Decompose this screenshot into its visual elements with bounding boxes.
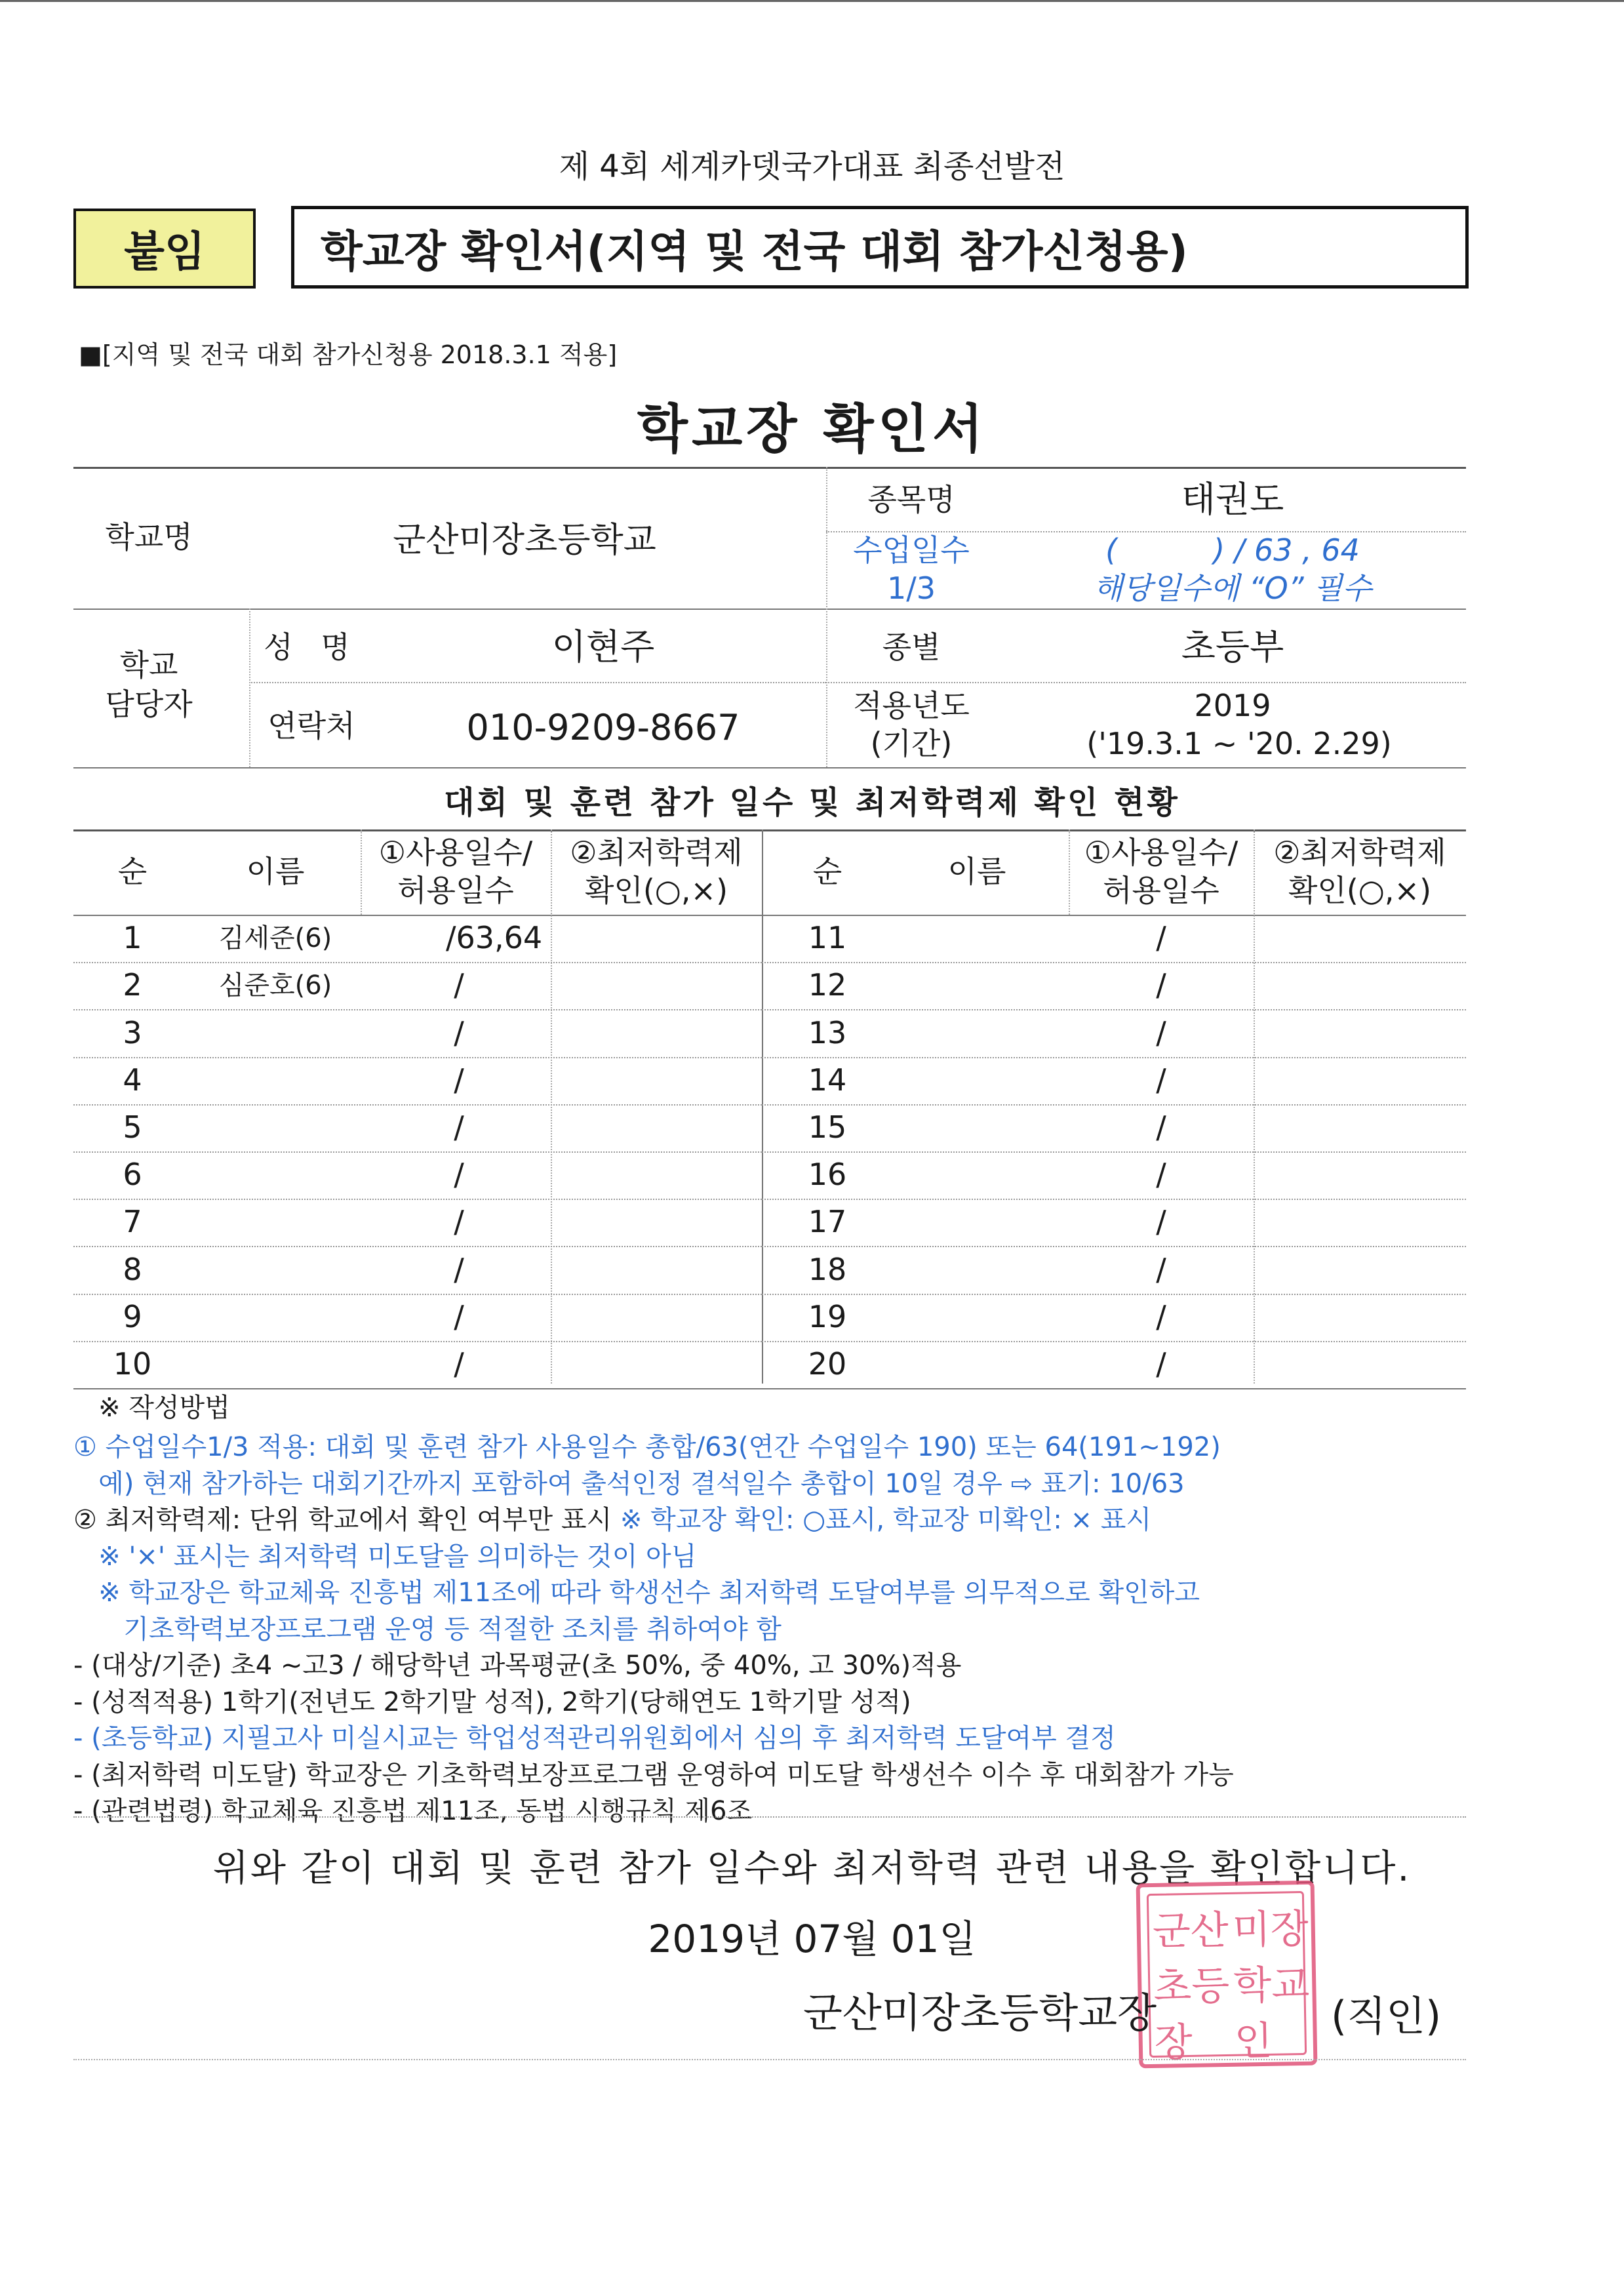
header-name-right: 이름 xyxy=(947,854,1006,890)
row-days: / xyxy=(454,1251,464,1287)
row-no: 12 xyxy=(808,967,847,1003)
row-name xyxy=(898,916,1056,961)
row-no: 10 xyxy=(113,1346,152,1382)
row-days: / xyxy=(454,967,464,1003)
row-name xyxy=(197,1106,354,1150)
division-label: 종별 xyxy=(882,629,941,665)
row-check xyxy=(1254,1295,1466,1340)
row-days: / xyxy=(454,1346,464,1382)
row-separator xyxy=(762,1388,1466,1389)
sport-value: 태권도 xyxy=(1181,479,1284,521)
event-title: 제 4회 세계카뎃국가대표 최종선발전 xyxy=(559,148,1065,185)
row-check xyxy=(557,1200,754,1245)
row-name xyxy=(898,1247,1056,1292)
row-no: 8 xyxy=(123,1251,142,1287)
row-check xyxy=(557,1247,754,1292)
row-check xyxy=(557,1058,754,1103)
method-line xyxy=(73,1645,961,1682)
method-line xyxy=(73,1499,1151,1536)
row-name: 심준호(6) xyxy=(218,970,332,1001)
class-days-label: 수업일수 xyxy=(853,532,970,569)
method-line-text: - (최저학력 미도달) 학교장은 기초학력보장프로그램 운영하여 미도달 학생선수 이수 후 대회참가 가능 xyxy=(73,1759,1234,1790)
header-academic-2-right: 확인(○,×) xyxy=(1288,873,1432,909)
row-name xyxy=(197,1295,354,1340)
contact-value: 010-9209-8667 xyxy=(466,706,740,748)
method-line-text: ※ 학교장은 학교체육 진흥법 제11조에 따라 학생선수 최저학력 도달여부를 의무적으로 확인하고 xyxy=(73,1578,1200,1608)
date: 2019년 07월 01일 xyxy=(648,1917,976,1961)
method-end-line xyxy=(73,1816,1466,1818)
period-label: (기간) xyxy=(870,726,953,762)
row-check xyxy=(1254,1342,1466,1387)
row-days: / xyxy=(1156,1109,1166,1145)
row-check xyxy=(557,1153,754,1197)
staff-name-label: 성 명 xyxy=(264,629,359,665)
row-days: / xyxy=(454,1014,464,1050)
row-days: / xyxy=(1156,1014,1166,1050)
method-line-text: - (관련법령) 학교체육 진흥법 제11조, 동법 시행규칙 제6조 xyxy=(73,1796,753,1826)
top-border xyxy=(0,0,1624,9)
class-days-value: ( ) / 63 , 64 xyxy=(1105,532,1360,569)
header-days-2: 허용일수 xyxy=(397,873,514,909)
row-no: 13 xyxy=(808,1014,847,1050)
year-value: 2019 xyxy=(1194,688,1271,724)
staff-label-2: 담당자 xyxy=(105,687,193,723)
method-line xyxy=(73,1536,696,1573)
principal-name: 군산미장초등학교장 xyxy=(803,1989,1157,2037)
table-top-line xyxy=(73,829,1466,831)
header-name: 이름 xyxy=(246,854,305,890)
row-days: / xyxy=(1156,1157,1166,1193)
method-line-text: - (성적적용) 1학기(전년도 2학기말 성적), 2학기(당해연도 1학기말 성적) xyxy=(73,1686,911,1717)
row-days: / xyxy=(1156,1298,1166,1334)
method-line-suffix: ※ 학교장 확인: ○표시, 학교장 미확인: × 표시 xyxy=(612,1505,1152,1535)
row-check xyxy=(557,1342,754,1387)
row-name xyxy=(898,1010,1056,1055)
method-line-text: 기초학력보장프로그램 운영 등 적절한 조치를 취하여야 함 xyxy=(73,1614,782,1645)
school-name-label: 학교명 xyxy=(105,519,193,555)
row-days: / xyxy=(454,1062,464,1098)
row-days: / xyxy=(1156,1346,1166,1382)
division-value: 초등부 xyxy=(1181,626,1284,668)
year-label: 적용년도 xyxy=(853,688,970,724)
row-check xyxy=(557,963,754,1008)
row-no: 1 xyxy=(123,920,142,956)
school-seal: 군산 미장 초등 학교 장 인 xyxy=(1136,1881,1318,2069)
header-academic-2: 확인(○,×) xyxy=(584,873,728,909)
header-no-right: 순 xyxy=(812,854,842,890)
class-days-note: 해당일수에 “O” 필수 xyxy=(1093,570,1372,607)
method-line xyxy=(73,1572,1200,1609)
row-days: / xyxy=(1156,1251,1166,1287)
method-line xyxy=(73,1463,1185,1500)
form-note: ■[지역 및 전국 대회 참가신청용 2018.3.1 적용] xyxy=(79,340,618,369)
method-line xyxy=(73,1426,1221,1464)
header-days-1-right: ①사용일수/ xyxy=(1084,835,1238,871)
row-days: / xyxy=(454,1109,464,1145)
row-no: 6 xyxy=(123,1157,142,1193)
method-title: ※ 작성방법 xyxy=(98,1393,230,1423)
row-name xyxy=(898,1295,1056,1340)
main-heading: 학교장 확인서 xyxy=(637,399,987,460)
row-no: 5 xyxy=(123,1109,142,1145)
row-days: / xyxy=(454,1204,464,1240)
row-name xyxy=(197,1010,354,1055)
row-name xyxy=(898,1106,1056,1150)
header-days-2-right: 허용일수 xyxy=(1103,873,1219,909)
row-days: / xyxy=(454,1157,464,1193)
info-line xyxy=(826,682,1466,683)
contact-label: 연락처 xyxy=(267,708,355,744)
staff-name-value: 이현주 xyxy=(551,626,655,668)
method-line-text: ② 최저학력제: 단위 학교에서 확인 여부만 표시 xyxy=(73,1505,612,1535)
attachment-badge: 붙임 xyxy=(73,209,256,289)
row-days: /63,64 xyxy=(446,920,543,956)
row-days: / xyxy=(1156,967,1166,1003)
header-days-1: ①사용일수/ xyxy=(378,835,533,871)
row-check xyxy=(1254,916,1466,961)
row-name xyxy=(197,1153,354,1197)
row-days: / xyxy=(454,1298,464,1334)
row-no: 7 xyxy=(123,1204,142,1240)
row-name xyxy=(898,1153,1056,1197)
method-line-text: - (초등학교) 지필고사 미실시교는 학업성적관리위원회에서 심의 후 최저학력 도달여부 결정 xyxy=(73,1723,1116,1753)
row-no: 19 xyxy=(808,1298,847,1334)
method-line-text: ※ '×' 표시는 최저학력 미도달을 의미하는 것이 아님 xyxy=(73,1541,697,1572)
row-name xyxy=(197,1247,354,1292)
sport-label: 종목명 xyxy=(867,481,955,517)
header-academic-1: ②최저학력제 xyxy=(570,835,743,871)
row-days: / xyxy=(1156,920,1166,956)
row-no: 16 xyxy=(808,1157,847,1193)
method-line xyxy=(73,1754,1234,1791)
method-line xyxy=(73,1608,782,1646)
staff-label-1: 학교 xyxy=(119,647,178,683)
info-line xyxy=(73,609,1466,610)
row-no: 3 xyxy=(123,1014,142,1050)
row-no: 18 xyxy=(808,1251,847,1287)
row-no: 11 xyxy=(808,920,847,956)
row-no: 15 xyxy=(808,1109,847,1145)
row-check xyxy=(1254,1106,1466,1150)
row-check xyxy=(1254,1010,1466,1055)
method-line xyxy=(73,1790,752,1827)
method-line-text: - (대상/기준) 초4 ~고3 / 해당학년 과목평균(초 50%, 중 40%, 고 30%)적용 xyxy=(73,1650,962,1681)
row-name xyxy=(898,1200,1056,1245)
row-check xyxy=(557,1106,754,1150)
row-name xyxy=(898,1058,1056,1103)
document-title: 학교장 확인서(지역 및 전국 대회 참가신청용) xyxy=(291,206,1469,289)
header-no: 순 xyxy=(117,854,148,890)
row-check xyxy=(557,916,754,961)
row-check xyxy=(1254,1200,1466,1245)
info-line xyxy=(249,682,826,683)
method-line-text: 예) 현재 참가하는 대회기간까지 포함하여 출석인정 결석일수 총합이 10일 경우 ⇨ 표기: 10/63 xyxy=(73,1468,1185,1499)
row-no: 17 xyxy=(808,1204,847,1240)
stats-heading: 대회 및 훈련 참가 일수 및 최저학력제 확인 현황 xyxy=(444,784,1180,821)
period-value: ('19.3.1 ~ '20. 2.29) xyxy=(1086,726,1392,762)
class-days-ratio: 1/3 xyxy=(886,570,936,607)
row-name xyxy=(197,1200,354,1245)
header-academic-1-right: ②최저학력제 xyxy=(1273,835,1446,871)
method-line xyxy=(73,1717,1116,1755)
info-line xyxy=(73,767,1466,768)
confirm-text: 위와 같이 대회 및 훈련 참가 일수와 최저학력 관련 내용을 확인합니다. xyxy=(212,1847,1412,1890)
row-check xyxy=(557,1295,754,1340)
row-name: 김세준(6) xyxy=(218,923,332,954)
row-no: 4 xyxy=(123,1062,142,1098)
bottom-line xyxy=(73,2059,1466,2060)
row-check xyxy=(1254,1058,1466,1103)
row-check xyxy=(1254,963,1466,1008)
row-days: / xyxy=(1156,1204,1166,1240)
row-name xyxy=(898,963,1056,1008)
row-name xyxy=(898,1342,1056,1387)
row-check xyxy=(1254,1247,1466,1292)
row-days: / xyxy=(1156,1062,1166,1098)
method-line xyxy=(73,1681,911,1719)
info-top-line xyxy=(73,467,1466,469)
row-no: 2 xyxy=(123,967,142,1003)
row-check xyxy=(1254,1153,1466,1197)
row-check xyxy=(557,1010,754,1055)
row-no: 20 xyxy=(808,1346,847,1382)
row-name xyxy=(197,1342,354,1387)
row-no: 14 xyxy=(808,1062,847,1098)
school-name-value: 군산미장초등학교 xyxy=(393,521,656,561)
seal-label: (직인) xyxy=(1331,1992,1442,2040)
row-no: 9 xyxy=(123,1298,142,1334)
method-line-text: ① 수업일수1/3 적용: 대회 및 훈련 참가 사용일수 총합/63(연간 수업일수 190) 또는 64(191~192) xyxy=(73,1432,1221,1462)
row-name xyxy=(197,1058,354,1103)
